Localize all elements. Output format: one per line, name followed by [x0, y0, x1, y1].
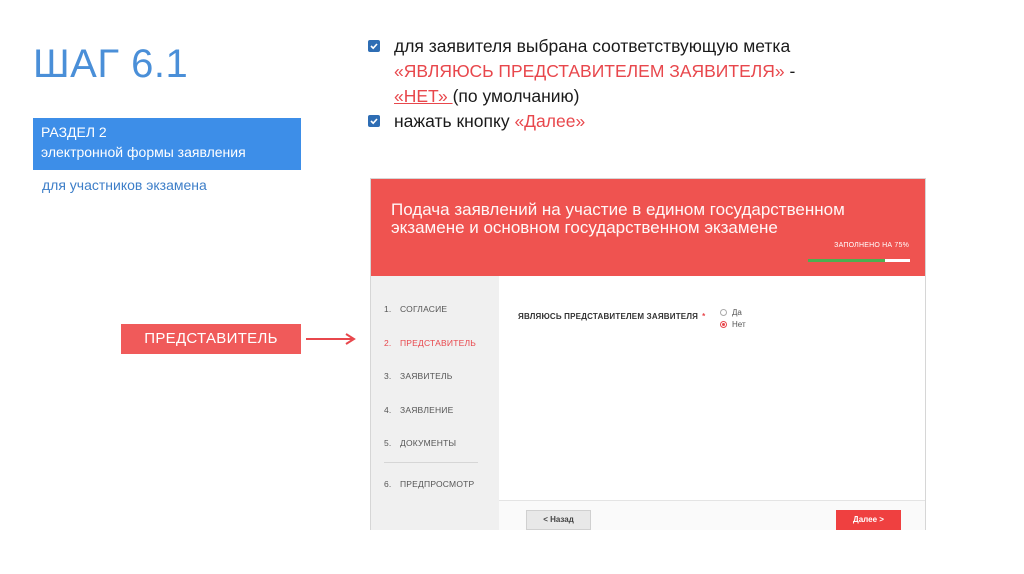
steps-sidebar	[371, 276, 499, 530]
sidebar-item-applicant[interactable]: 3. ЗАЯВИТЕЛЬ	[384, 371, 453, 381]
instructions	[366, 34, 926, 134]
sidebar-item-consent[interactable]: 1. СОГЛАСИЕ	[384, 304, 448, 314]
progress-fill	[808, 259, 885, 262]
required-mark: *	[702, 312, 706, 321]
checkbox-icon	[368, 40, 380, 52]
sidebar-item-application[interactable]: 4. ЗАЯВЛЕНИЕ	[384, 405, 454, 415]
instruction-1-text: для заявителя выбрана соответствующую метка	[394, 36, 791, 56]
section-line-1: РАЗДЕЛ 2	[41, 124, 107, 140]
form-footer	[499, 500, 925, 530]
instruction-2-red: «Далее»	[514, 111, 586, 131]
representative-field-label: ЯВЛЯЮСЬ ПРЕДСТАВИТЕЛЕМ ЗАЯВИТЕЛЯ *	[518, 312, 706, 321]
progress-label: ЗАПОЛНЕНО НА 75%	[834, 242, 909, 249]
section-subtitle: для участников экзамена	[42, 177, 207, 193]
back-button[interactable]: < Назад	[526, 510, 591, 530]
representative-callout: ПРЕДСТАВИТЕЛЬ	[121, 324, 301, 354]
instruction-1-link: «НЕТ»	[394, 86, 453, 106]
sidebar-item-documents[interactable]: 5. ДОКУМЕНТЫ	[384, 438, 457, 448]
slide-title: ШАГ 6.1	[33, 42, 189, 86]
section-line-2: электронной формы заявления	[41, 144, 246, 160]
form-header-title: Подача заявлений на участие в едином государственном экзамене и основном государственном экзамене	[391, 200, 845, 237]
sidebar-divider	[384, 462, 478, 463]
form-screenshot	[370, 178, 926, 530]
instruction-item-1	[366, 34, 926, 109]
progress-bar	[808, 259, 910, 262]
sidebar-item-representative[interactable]: 2. ПРЕДСТАВИТЕЛЬ	[384, 338, 477, 348]
instruction-item-2	[366, 109, 926, 134]
next-button[interactable]: Далее >	[836, 510, 901, 530]
instruction-1-red: «ЯВЛЯЮСЬ ПРЕДСТАВИТЕЛЕМ ЗАЯВИТЕЛЯ»	[394, 61, 785, 81]
instruction-1-tail: (по умолчанию)	[452, 86, 580, 106]
radio-unchecked-icon	[720, 309, 727, 316]
radio-yes[interactable]: Да	[720, 308, 742, 317]
radio-checked-icon	[720, 321, 727, 328]
arrow-right-icon	[306, 330, 358, 348]
sidebar-item-preview[interactable]: 6. ПРЕДПРОСМОТР	[384, 479, 475, 489]
radio-no[interactable]: Нет	[720, 320, 746, 329]
section-box	[33, 118, 301, 170]
checkbox-icon	[368, 115, 380, 127]
form-header	[371, 179, 925, 276]
instruction-2-text: нажать кнопку	[394, 111, 515, 131]
instruction-1-dash: -	[784, 61, 796, 81]
form-content	[499, 276, 925, 500]
